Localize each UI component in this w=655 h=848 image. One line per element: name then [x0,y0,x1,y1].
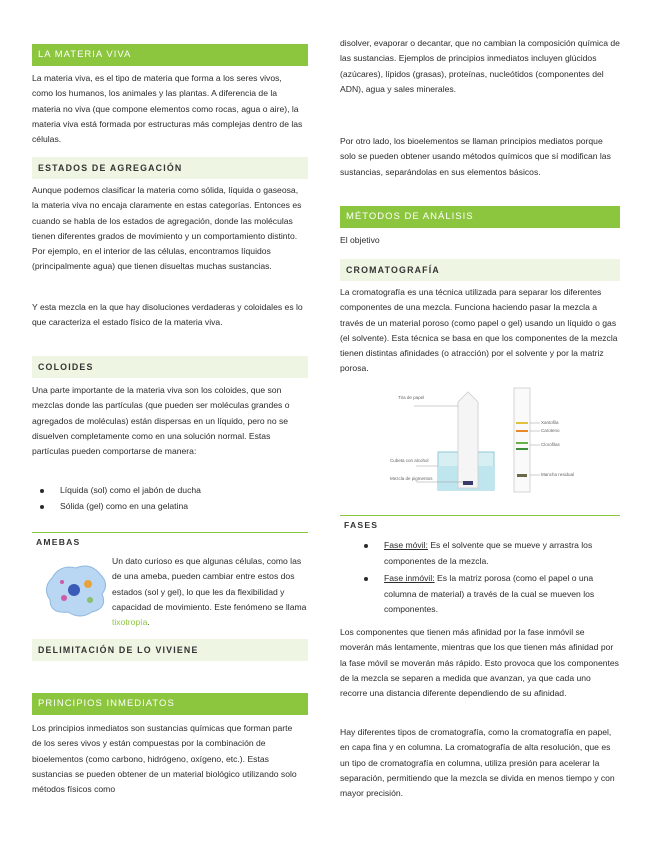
section-header-principios: PRINCIPIOS INMEDIATOS [32,693,308,715]
figure-label-mezcla: Mezcla de pigmentos [390,476,433,481]
section-header-amebas: AMEBAS [32,532,308,550]
section-header-cromatografia: CROMATOGRAFÍA [340,259,620,281]
amebas-text-end: . [147,617,150,628]
section-header-delimitacion: DELIMITACIÓN DE LO VIVIENE [32,639,308,661]
figure-label-clorofilas: Clorofilas [541,442,560,447]
figure-label-xantofila: Xantofila [541,420,559,425]
section-header-materia-viva: LA MATERIA VIVA [32,44,308,66]
metodos-objetivo: El objetivo [340,235,380,245]
principios-continued-2: Por otro lado, los bioelementos se llaman principios mediatos porque solo se pueden obtener usando métodos químicos que sí modifican las sustancias, separándolas en sus elementos básicos. [340,136,611,177]
section-header-metodos: MÉTODOS DE ANÁLISIS [340,206,620,228]
tixotropia-link[interactable]: tixotropía [112,617,148,628]
section-header-coloides: COLOIDES [32,356,308,378]
principios-text: Los principios inmediatos son sustancias químicas que forman parte de los seres vivos y están compuestas por la combinación de bioelementos (como carbono, hidrógeno, oxígeno, etc.). Estas sustancias se pueden obtener de un material biológico utilizando solo métodos físicos como [32,723,297,795]
section-header-fases: FASES [340,515,620,533]
figure-label-cubeta: Cubeta con alcohol [390,458,429,463]
list-item [364,571,618,618]
list-item [364,538,618,569]
figure-label-tira: Tira de papel [398,395,425,400]
amoeba-illustration [42,558,112,622]
section-header-estados: ESTADOS DE AGREGACIÓN [32,157,308,179]
estados-paragraph-2: Y esta mezcla en la que hay disoluciones verdaderas y coloidales es lo que caracteriza el estado físico de la materia viva. [32,302,303,328]
amebas-text-body: Un dato curioso es que algunas células, como las de una ameba, pueden cambiar entre estos dos estados (sol y gel), lo que les da flexibilidad y capacidad de movimiento. Este fenómeno se llama [112,556,307,612]
amebas-text [112,554,308,630]
list-item: Líquida (sol) como el jabón de ducha [40,483,302,499]
fase-inmovil-term: Fase inmóvil: [384,573,435,583]
figure-label-mancha: Mancha residual [541,472,575,477]
fases-bullet-list [356,538,618,618]
fase-movil-text: Es el solvente que se mueve y arrastra los componentes de la mezcla. [384,540,593,566]
fase-inmovil-text: Es la matriz porosa (como el papel o una columna de material) a través de la cual se mueven los componentes. [384,573,595,614]
figure-label-caroteno: Caroteno [541,428,560,433]
materia-viva-text: La materia viva, es el tipo de materia que forma a los seres vivos, como los humanos, los animales y las plantas. A diferencia de la materia no viva (que compone elementos como rocas, agua o aire), la materia viva está formada por estructuras más complejas dentro de las células. [32,73,303,145]
fase-movil-term: Fase móvil: [384,540,428,550]
fases-paragraph-1: Los componentes que tienen más afinidad por la fase inmóvil se moverán más lentamente, mientras que los que tienen más afinidad por la fase móvil se moverán más rápido. Esto provoca que los componentes de la mezcla se separen a medida que avanzan, ya que cada uno recorre una distancia diferente dependiendo de su afinidad. [340,627,619,699]
estados-paragraph-1: Aunque podemos clasificar la materia como sólida, líquida o gaseosa, la materia viva no encaja claramente en estas categorías. Entonces es cuando se habla de los estados de agregación, donde las moléculas tienen diferentes grados de movimiento y un comportamiento distinto. Por ejemplo, en el interior de las células, encontramos líquidos (principalmente agua) que tienen disueltas muchas sustancias. [32,185,302,272]
cromatografia-text: La cromatografía es una técnica utilizada para separar los diferentes componentes de una mezcla. Funciona haciendo pasar la mezcla a través de un material poroso (como papel o gel) usando un líquido o gas (el solvente). Esta técnica se basa en que los componentes de la mezcla tienen distintas afinidades (o atracción) por el solvente y por la matriz porosa. [340,287,618,374]
principios-continued-1: disolver, evaporar o decantar, que no cambian la composición química de las sustancias. Ejemplos de principios inmediatos incluyen glúcidos (azúcares), lípidos (grasas), proteínas, nucleótidos (componentes del ADN), agua y sales minerales. [340,38,620,94]
list-item: Sólida (gel) como en una gelatina [40,499,302,515]
fases-paragraph-2: Hay diferentes tipos de cromatografía, como la cromatografía en papel, en capa fina y en columna. La cromatografía de alta resolución, que es un tipo de cromatografía en columna, utiliza presión para acelerar la separación, permitiendo que la mezcla se divida en menos tiempo y con mayor precisión. [340,727,615,799]
coloides-text: Una parte importante de la materia viva son los coloides, que son mezclas donde las partículas (que pueden ser moléculas grandes o agregados de moléculas) están dispersas en un líquido, pero no se disuelven completamente como en una solución normal. Estas partículas pueden comportarse de manera: [32,385,290,457]
chromatography-figure [380,384,580,496]
coloides-bullet-list [32,483,302,514]
